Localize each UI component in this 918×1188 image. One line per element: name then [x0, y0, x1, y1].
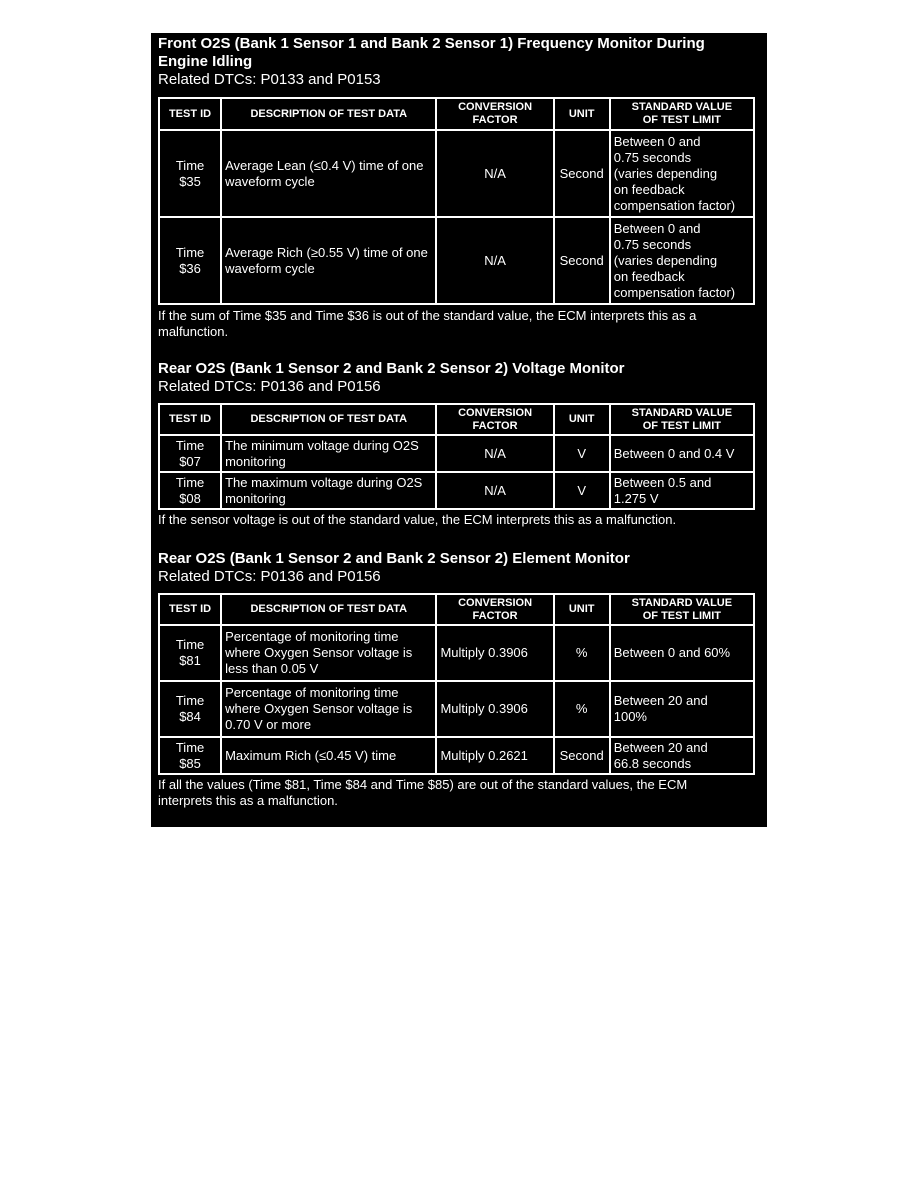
unit-cell: V	[554, 472, 610, 509]
table-row	[159, 472, 754, 509]
test-id-cell: Time $35	[159, 130, 221, 217]
standard-value-cell: Between 0.5 and 1.275 V	[610, 472, 754, 509]
header-test-id: TEST ID	[159, 98, 221, 130]
header-standard-value: STANDARD VALUE OF TEST LIMIT	[610, 404, 754, 435]
test-id-cell: Time $81	[159, 625, 221, 681]
factor-cell: N/A	[436, 217, 553, 304]
document-panel	[151, 33, 767, 827]
table-header-row	[159, 594, 754, 625]
test-id-cell: Time $36	[159, 217, 221, 304]
header-unit: UNIT	[554, 594, 610, 625]
factor-cell: Multiply 0.2621	[436, 737, 553, 774]
standard-value-cell: Between 0 and 0.75 seconds (varies depending on feedback compensation factor)	[610, 217, 754, 304]
test-data-table	[158, 97, 755, 305]
table-header-row	[159, 404, 754, 435]
standard-value-cell: Between 0 and 60%	[610, 625, 754, 681]
description-cell: The maximum voltage during O2S monitoring	[221, 472, 436, 509]
unit-cell: %	[554, 625, 610, 681]
test-id-cell: Time $84	[159, 681, 221, 737]
description-cell: The minimum voltage during O2S monitoring	[221, 435, 436, 472]
header-unit: UNIT	[554, 404, 610, 435]
table-row	[159, 681, 754, 737]
header-conversion-factor: CONVERSION FACTOR	[436, 98, 553, 130]
header-description: DESCRIPTION OF TEST DATA	[221, 594, 436, 625]
unit-cell: V	[554, 435, 610, 472]
section-note: If all the values (Time $81, Time $84 and Time $85) are out of the standard values, the ECM interprets this as a malfunction.	[158, 777, 688, 808]
table-row	[159, 737, 754, 774]
description-cell: Percentage of monitoring time where Oxygen Sensor voltage is less than 0.05 V	[221, 625, 436, 681]
table-row	[159, 435, 754, 472]
header-description: DESCRIPTION OF TEST DATA	[221, 98, 436, 130]
factor-cell: N/A	[436, 130, 553, 217]
section-title: Rear O2S (Bank 1 Sensor 2 and Bank 2 Sensor 2) Element Monitor	[158, 550, 630, 567]
test-id-cell: Time $85	[159, 737, 221, 774]
table-header-row	[159, 98, 754, 130]
related-dtcs: Related DTCs: P0133 and P0153	[158, 71, 381, 88]
test-data-table	[158, 403, 755, 510]
header-test-id: TEST ID	[159, 404, 221, 435]
standard-value-cell: Between 20 and 66.8 seconds	[610, 737, 754, 774]
table-row	[159, 625, 754, 681]
description-cell: Average Lean (≤0.4 V) time of one waveform cycle	[221, 130, 436, 217]
factor-cell: N/A	[436, 472, 553, 509]
section-note: If the sum of Time $35 and Time $36 is out of the standard value, the ECM interprets this as a malfunction.	[158, 308, 697, 339]
section-rear-o2s-voltage	[158, 360, 756, 528]
header-conversion-factor: CONVERSION FACTOR	[436, 594, 553, 625]
header-description: DESCRIPTION OF TEST DATA	[221, 404, 436, 435]
related-dtcs: Related DTCs: P0136 and P0156	[158, 378, 381, 395]
factor-cell: Multiply 0.3906	[436, 625, 553, 681]
header-conversion-factor: CONVERSION FACTOR	[436, 404, 553, 435]
test-data-table	[158, 593, 755, 775]
unit-cell: Second	[554, 130, 610, 217]
standard-value-cell: Between 20 and 100%	[610, 681, 754, 737]
header-unit: UNIT	[554, 98, 610, 130]
unit-cell: %	[554, 681, 610, 737]
section-note: If the sensor voltage is out of the standard value, the ECM interprets this as a malfunction.	[158, 512, 677, 527]
factor-cell: N/A	[436, 435, 553, 472]
factor-cell: Multiply 0.3906	[436, 681, 553, 737]
unit-cell: Second	[554, 737, 610, 774]
section-front-o2s-frequency	[158, 33, 756, 340]
table-row	[159, 217, 754, 304]
header-standard-value: STANDARD VALUE OF TEST LIMIT	[610, 594, 754, 625]
header-standard-value: STANDARD VALUE OF TEST LIMIT	[610, 98, 754, 130]
test-id-cell: Time $07	[159, 435, 221, 472]
section-title: Front O2S (Bank 1 Sensor 1 and Bank 2 Sensor 1) Frequency Monitor During Engine Idling	[158, 35, 705, 70]
unit-cell: Second	[554, 217, 610, 304]
description-cell: Maximum Rich (≤0.45 V) time	[221, 737, 436, 774]
description-cell: Percentage of monitoring time where Oxygen Sensor voltage is 0.70 V or more	[221, 681, 436, 737]
standard-value-cell: Between 0 and 0.75 seconds (varies depending on feedback compensation factor)	[610, 130, 754, 217]
section-rear-o2s-element	[158, 550, 756, 809]
test-id-cell: Time $08	[159, 472, 221, 509]
header-test-id: TEST ID	[159, 594, 221, 625]
related-dtcs: Related DTCs: P0136 and P0156	[158, 568, 381, 585]
section-title: Rear O2S (Bank 1 Sensor 2 and Bank 2 Sensor 2) Voltage Monitor	[158, 360, 625, 377]
standard-value-cell: Between 0 and 0.4 V	[610, 435, 754, 472]
description-cell: Average Rich (≥0.55 V) time of one waveform cycle	[221, 217, 436, 304]
table-row	[159, 130, 754, 217]
